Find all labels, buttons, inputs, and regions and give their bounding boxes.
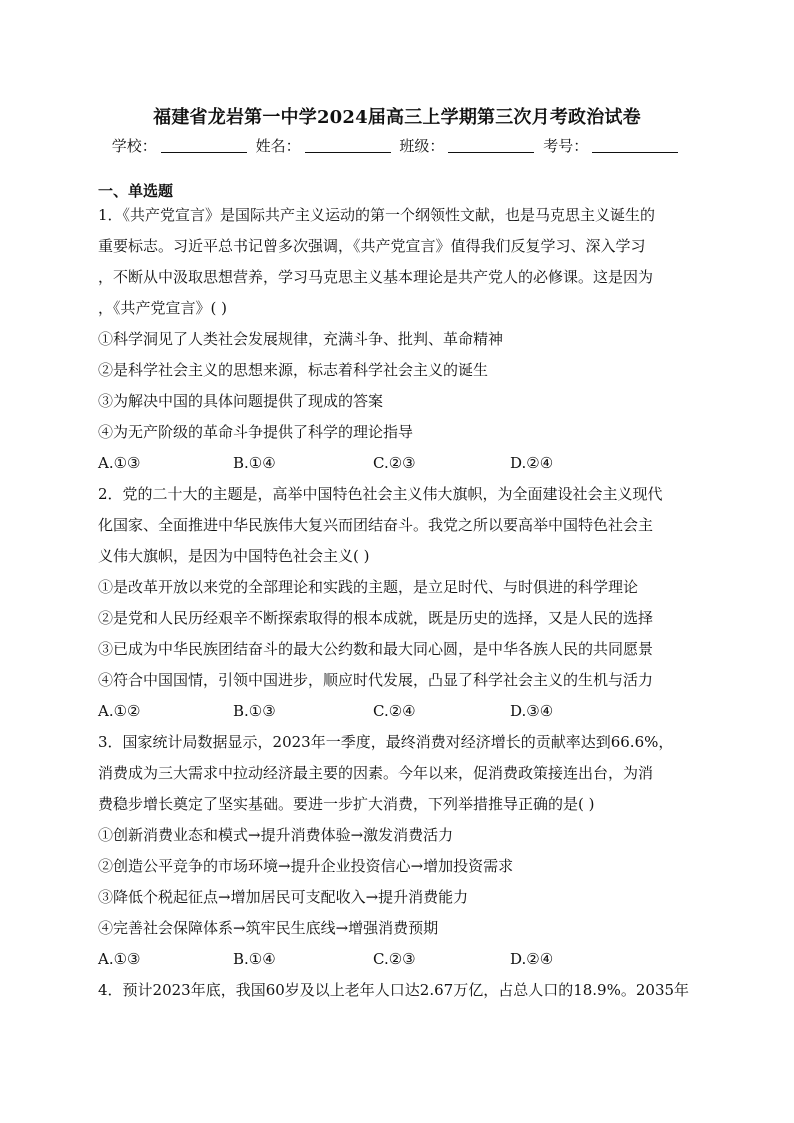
class-label: 班级： bbox=[399, 137, 445, 155]
q1-statement: ①科学洞见了人类社会发展规律，充满斗争、批判、革命精神 bbox=[98, 330, 504, 348]
q1-stem-line: 重要标志。习近平总书记曾多次强调，《共产党宣言》值得我们反复学习、深入学习 bbox=[98, 237, 646, 255]
q3-stem-line: 消费成为三大需求中拉动经济最主要的因素。今年以来，促消费政策接连出台，为消 bbox=[98, 764, 654, 782]
q1-stem-line: ，《共产党宣言》( ) bbox=[98, 299, 227, 317]
q3-option-d[interactable]: D.②④ bbox=[510, 950, 554, 968]
q3-stem-line: 费稳步增长奠定了坚实基础。要进一步扩大消费，下列举措推导正确的是( ) bbox=[98, 795, 595, 813]
name-blank[interactable] bbox=[305, 138, 391, 153]
q1-statement: ③为解决中国的具体问题提供了现成的答案 bbox=[98, 392, 384, 410]
q3-statement: ①创新消费业态和模式→提升消费体验→激发消费活力 bbox=[98, 826, 454, 844]
q1-option-b[interactable]: B.①④ bbox=[233, 454, 276, 472]
q2-option-b[interactable]: B.①③ bbox=[233, 702, 276, 720]
q2-statement: ②是党和人民历经艰辛不断探索取得的根本成就，既是历史的选择，又是人民的选择 bbox=[98, 609, 654, 627]
q3-statement: ③降低个税起征点→增加居民可支配收入→提升消费能力 bbox=[98, 888, 469, 906]
class-blank[interactable] bbox=[448, 138, 534, 153]
number-blank[interactable] bbox=[592, 138, 678, 153]
q2-stem-line: 2．党的二十大的主题是，高举中国特色社会主义伟大旗帜，为全面建设社会主义现代 bbox=[98, 485, 663, 503]
q1-option-a[interactable]: A.①③ bbox=[98, 454, 141, 472]
q2-option-d[interactable]: D.③④ bbox=[510, 702, 554, 720]
q2-stem-line: 化国家、全面推进中华民族伟大复兴而团结奋斗。我党之所以要高举中国特色社会主 bbox=[98, 516, 654, 534]
q3-statement: ②创造公平竞争的市场环境→提升企业投资信心→增加投资需求 bbox=[98, 857, 514, 875]
q3-option-c[interactable]: C.②③ bbox=[373, 950, 416, 968]
q3-stem-line: 3．国家统计局数据显示，2023年一季度，最终消费对经济增长的贡献率达到66.6%， bbox=[98, 733, 674, 751]
q2-statement: ④符合中国国情，引领中国进步，顺应时代发展，凸显了科学社会主义的生机与活力 bbox=[98, 671, 654, 689]
q1-stem-line: ，不断从中汲取思想营养，学习马克思主义基本理论是共产党人的必修课。这是因为 bbox=[98, 268, 654, 286]
q2-statement: ③已成为中华民族团结奋斗的最大公约数和最大同心圆，是中华各族人民的共同愿景 bbox=[98, 640, 654, 658]
q1-stem-line: 1．《共产党宣言》是国际共产主义运动的第一个纲领性文献，也是马克思主义诞生的 bbox=[98, 206, 656, 224]
q4-stem-line: 4．预计2023年底，我国60岁及以上老年人口达2.67万亿，占总人口的18.9%。2035年 bbox=[98, 981, 690, 999]
q2-statement: ①是改革开放以来党的全部理论和实践的主题，是立足时代、与时俱进的科学理论 bbox=[98, 578, 639, 596]
exam-title: 福建省龙岩第一中学2024届高三上学期第三次月考政治试卷 bbox=[153, 107, 641, 128]
q2-option-a[interactable]: A.①② bbox=[98, 702, 141, 720]
q2-option-c[interactable]: C.②④ bbox=[373, 702, 416, 720]
q2-stem-line: 义伟大旗帜，是因为中国特色社会主义( ) bbox=[98, 547, 370, 565]
q3-option-b[interactable]: B.①④ bbox=[233, 950, 276, 968]
name-label: 姓名： bbox=[255, 137, 301, 155]
number-label: 考号： bbox=[543, 137, 589, 155]
q1-option-c[interactable]: C.②③ bbox=[373, 454, 416, 472]
section-heading: 一、单选题 bbox=[98, 182, 174, 200]
q1-statement: ②是科学社会主义的思想来源，标志着科学社会主义的诞生 bbox=[98, 361, 489, 379]
q3-option-a[interactable]: A.①③ bbox=[98, 950, 141, 968]
student-info-row bbox=[0, 135, 794, 156]
school-label: 学校： bbox=[111, 137, 157, 155]
q1-option-d[interactable]: D.②④ bbox=[510, 454, 554, 472]
q1-statement: ④为无产阶级的革命斗争提供了科学的理论指导 bbox=[98, 423, 414, 441]
school-blank[interactable] bbox=[161, 138, 247, 153]
q3-statement: ④完善社会保障体系→筑牢民生底线→增强消费预期 bbox=[98, 919, 439, 937]
